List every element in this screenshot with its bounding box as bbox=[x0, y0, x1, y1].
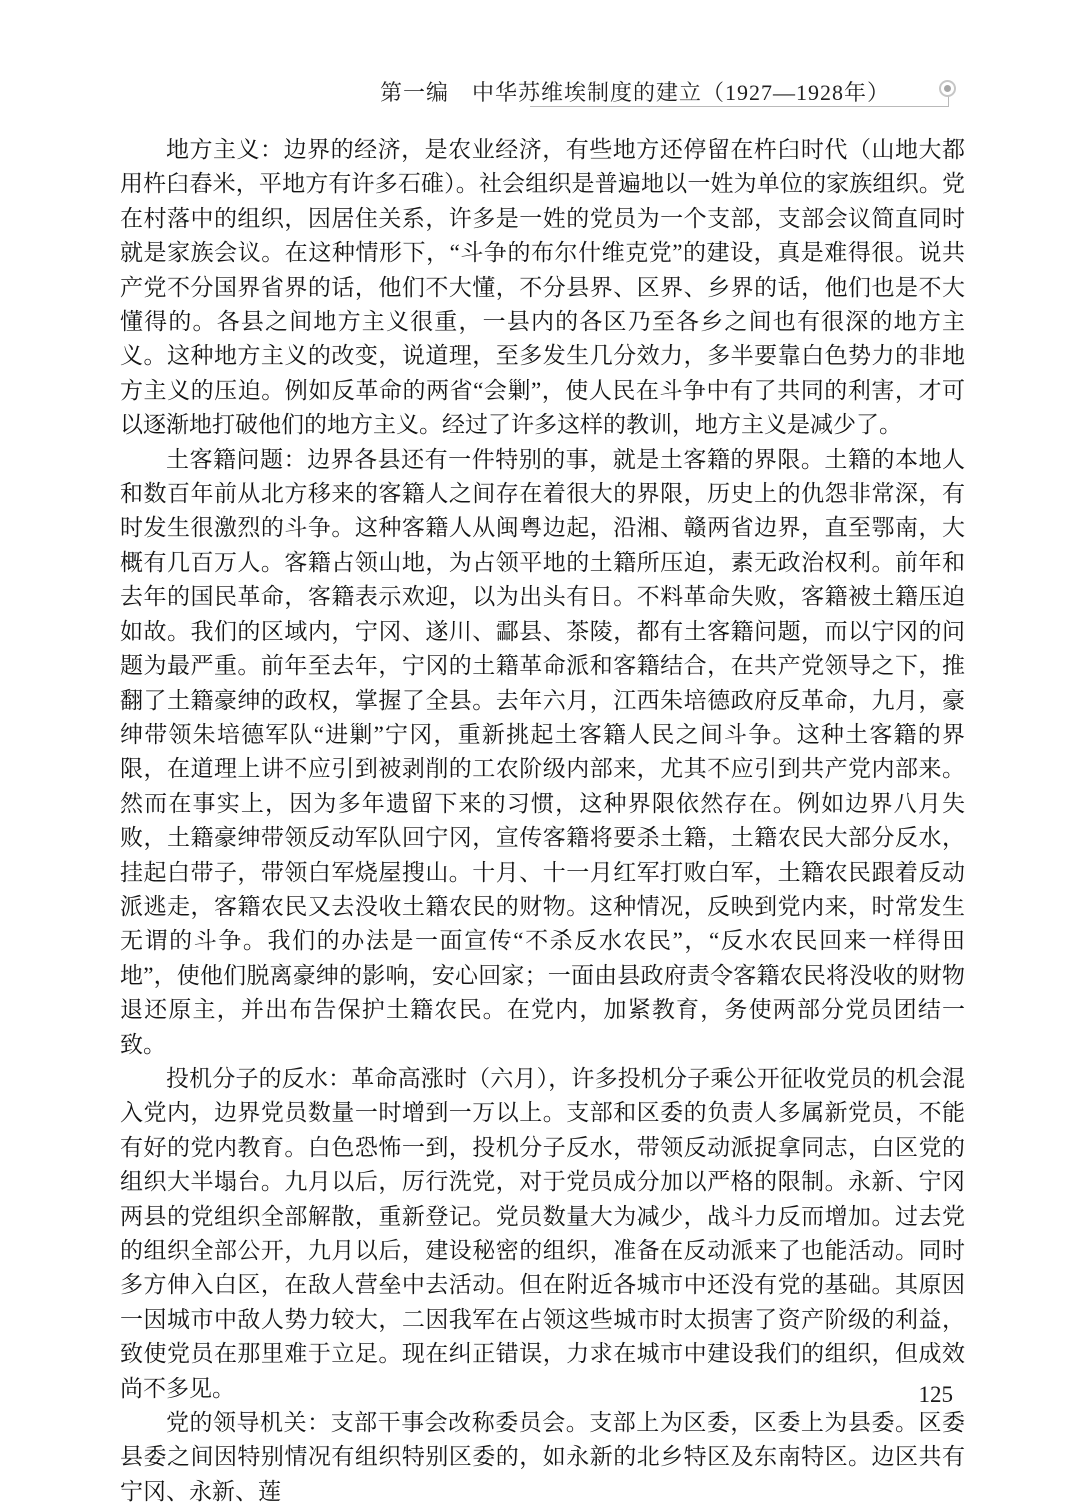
running-head-title: 第一编 中华苏维埃制度的建立（1927—1928年） bbox=[379, 80, 890, 105]
section-bullet-dot bbox=[944, 85, 951, 92]
page-body bbox=[120, 133, 965, 1508]
paragraph-party-leading-organs: 党的领导机关：支部干事会改称委员会。支部上为区委，区委上为县委。区委县委之间因特别情况有组织特别区委的，如永新的北乡特区及东南特区。边区共有宁冈、永新、莲 bbox=[120, 1410, 965, 1504]
paragraph-opportunist-defection: 投机分子的反水：革命高涨时（六月），许多投机分子乘公开征收党员的机会混入党内，边界党员数量一时增到一万以上。支部和区委的负责人多属新党员，不能有好的党内教育。白色恐怖一到，投机分子反水，带领反动派捉拿同志，白区党的组织大半塌台。九月以后，厉行洗党，对于党员成分加以严格的限制。永新、宁冈两县的党组织全部解散，重新登记。党员数量大为减少，战斗力反而增加。过去党的组织全部公开，九月以后，建设秘密的组织，准备在反动派来了也能活动。同时多方伸入白区，在敌人营垒中去活动。但在附近各城市中还没有党的基础。其原因一因城市中敌人势力较大，二因我军在占领这些城市时太损害了资产阶级的利益，致使党员在那里难于立足。现在纠正错误，力求在城市中建设我们的组织，但成效尚不多见。 bbox=[120, 1065, 965, 1401]
paragraph-local-sectionalism: 地方主义：边界的经济，是农业经济，有些地方还停留在杵臼时代（山地大都用杵臼舂米，平地方有许多石碓）。社会组织是普遍地以一姓为单位的家族组织。党在村落中的组织，因居住关系，许多是一姓的党员为一个支部，支部会议简直同时就是家族会议。在这种情形下，“斗争的布尔什维克党”的建设，真是难得很。说共产党不分国界省界的话，他们不大懂，不分县界、区界、乡界的话，他们也是不大懂得的。各县之间地方主义很重，一县内的各区乃至各乡之间也有很深的地方主义。这种地方主义的改变，说道理，至多发生几分效力，多半要靠白色势力的非地方主义的压迫。例如反革命的两省“会剿”，使人民在斗争中有了共同的利害，才可以逐渐地打破他们的地方主义。经过了许多这样的教训，地方主义是减少了。 bbox=[120, 137, 965, 438]
section-bullet-icon bbox=[939, 80, 956, 97]
paragraph-native-settler-question: 土客籍问题：边界各县还有一件特别的事，就是土客籍的界限。土籍的本地人和数百年前从北方移来的客籍人之间存在着很大的界限，历史上的仇怨非常深，有时发生很激烈的斗争。这种客籍人从闽粤边起，沿湘、赣两省边界，直至鄂南，大概有几百万人。客籍占领山地，为占领平地的土籍所压迫，素无政治权利。前年和去年的国民革命，客籍表示欢迎，以为出头有日。不料革命失败，客籍被土籍压迫如故。我们的区域内，宁冈、遂川、酃县、茶陵，都有土客籍问题，而以宁冈的问题为最严重。前年至去年，宁冈的土籍革命派和客籍结合，在共产党领导之下，推翻了土籍豪绅的政权，掌握了全县。去年六月，江西朱培德政府反革命，九月，豪绅带领朱培德军队“进剿”宁冈，重新挑起土客籍人民之间斗争。这种土客籍的界限，在道理上讲不应引到被剥削的工农阶级内部来，尤其不应引到共产党内部来。然而在事实上，因为多年遗留下来的习惯，这种界限依然存在。例如边界八月失败，土籍豪绅带领反动军队回宁冈，宣传客籍将要杀土籍，土籍农民大部分反水，挂起白带子，带领白军烧屋搜山。十月、十一月红军打败白军，土籍农民跟着反动派逃走，客籍农民又去没收土籍农民的财物。这种情况，反映到党内来，时常发生无谓的斗争。我们的办法是一面宣传“不杀反水农民”，“反水农民回来一样得田地”，使他们脱离豪绅的影响，安心回家；一面由县政府责令客籍农民将没收的财物退还原主，并出布告保护土籍农民。在党内，加紧教育，务使两部分党员团结一致。 bbox=[120, 446, 965, 1057]
page-number: 125 bbox=[918, 1382, 953, 1407]
header-rule bbox=[530, 96, 949, 107]
